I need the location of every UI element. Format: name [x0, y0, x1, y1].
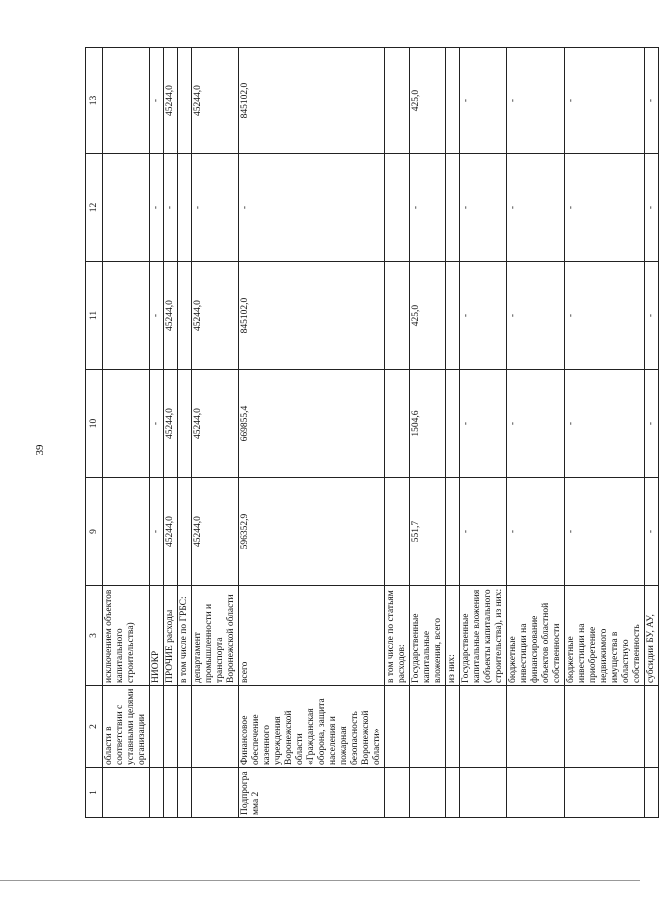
table-cell [385, 154, 410, 262]
column-header: 9 [86, 478, 103, 586]
table-cell [178, 478, 192, 586]
table-cell: - [645, 48, 659, 154]
table-cell [446, 768, 460, 818]
table-cell: - [507, 48, 565, 154]
table-cell [150, 768, 164, 818]
table-cell: исключением объектов капитального строительства) [103, 586, 150, 686]
table-cell: 45244,0 [164, 48, 178, 154]
table-row [164, 48, 178, 818]
table-cell: Государственные капитальные вложения (объекты капитального строительства), из них: [460, 586, 507, 686]
table-cell: из них: [446, 586, 460, 686]
table-cell [446, 478, 460, 586]
table-body [103, 48, 659, 818]
table-cell: - [410, 154, 446, 262]
column-header: 12 [86, 154, 103, 262]
table-cell: 425,0 [410, 48, 446, 154]
table-cell: 845102,0 [239, 48, 385, 154]
table-cell: - [565, 478, 645, 586]
table-cell: 45244,0 [164, 370, 178, 478]
table-cell [410, 768, 446, 818]
table-cell: 596352,9 [239, 478, 385, 586]
table-cell [385, 686, 410, 768]
table-cell: Государственные капитальные вложения, всего [410, 586, 446, 686]
table-frame [85, 48, 656, 818]
table-cell [446, 262, 460, 370]
table-cell [385, 768, 410, 818]
table-cell: - [460, 370, 507, 478]
table-cell: - [507, 154, 565, 262]
table-cell: бюджетные инвестиции на финансирование объектов областной собственности [507, 586, 565, 686]
table-cell: - [239, 154, 385, 262]
table-cell: в том числе по статьям расходов: [385, 586, 410, 686]
column-header: 2 [86, 686, 103, 768]
table-cell [150, 686, 164, 768]
table-cell [178, 48, 192, 154]
table-cell [507, 768, 565, 818]
table-cell: - [460, 478, 507, 586]
table-cell: Финансовое обеспечение казенного учреждения Воронежской области «Гражданская оборона, защита населения и пожарная безопасность Воронежской области» [239, 686, 385, 768]
table-row [645, 48, 659, 818]
table-cell [565, 686, 645, 768]
column-header: 11 [86, 262, 103, 370]
table-cell: 845102,0 [239, 262, 385, 370]
table-cell: - [150, 48, 164, 154]
table-row [446, 48, 460, 818]
table-cell [385, 478, 410, 586]
page-number: 39 [34, 444, 46, 456]
table-cell: субсидии БУ, АУ, [645, 586, 659, 686]
table-cell [385, 370, 410, 478]
table-cell [460, 686, 507, 768]
table-cell [103, 768, 150, 818]
table-cell: департамент промышленности и транспорта Воронежской области [192, 586, 239, 686]
table-cell [192, 686, 239, 768]
table-cell: - [565, 48, 645, 154]
table-cell: бюджетные инвестиции на приобретение недвижимого имущества в областную собственность [565, 586, 645, 686]
table-cell: - [150, 154, 164, 262]
table-cell [103, 48, 150, 154]
table-cell: - [645, 262, 659, 370]
table-cell: 1504,6 [410, 370, 446, 478]
table-row [239, 48, 385, 818]
table-cell: 45244,0 [192, 262, 239, 370]
table-cell: - [460, 154, 507, 262]
table-cell [507, 686, 565, 768]
table-cell: - [460, 48, 507, 154]
table-cell [565, 768, 645, 818]
table-cell: - [507, 262, 565, 370]
table-cell [103, 370, 150, 478]
table-cell: - [164, 154, 178, 262]
table-cell: - [645, 370, 659, 478]
table-header [86, 48, 103, 818]
table-cell: - [150, 262, 164, 370]
table-cell [103, 154, 150, 262]
table-cell [446, 48, 460, 154]
table-cell: области в соответствии с уставными целями организации [103, 686, 150, 768]
table-cell [385, 262, 410, 370]
table-cell: 551,7 [410, 478, 446, 586]
table-cell: - [565, 154, 645, 262]
table-cell [164, 686, 178, 768]
table-row [565, 48, 645, 818]
table-cell [446, 686, 460, 768]
table-cell [178, 154, 192, 262]
column-header: 1 [86, 768, 103, 818]
table-cell [192, 768, 239, 818]
table-cell [460, 768, 507, 818]
header-row [86, 48, 103, 818]
table-cell: 45244,0 [164, 262, 178, 370]
table-cell: ПРОЧИЕ расходы [164, 586, 178, 686]
table-cell: - [565, 370, 645, 478]
table-cell [103, 478, 150, 586]
rotated-table-container [85, 48, 656, 818]
table-cell [410, 686, 446, 768]
table-row [410, 48, 446, 818]
column-header: 3 [86, 586, 103, 686]
table-row [192, 48, 239, 818]
table-row [150, 48, 164, 818]
table-cell: 45244,0 [192, 370, 239, 478]
table-cell [178, 262, 192, 370]
table-cell [446, 154, 460, 262]
table-row [178, 48, 192, 818]
table-cell [103, 262, 150, 370]
column-header: 13 [86, 48, 103, 154]
table-cell: НИОКР [150, 586, 164, 686]
table-cell: 45244,0 [192, 48, 239, 154]
table-cell: - [192, 154, 239, 262]
table-cell: - [460, 262, 507, 370]
table-row [385, 48, 410, 818]
table-cell [178, 768, 192, 818]
table-cell [645, 686, 659, 768]
table-cell: - [507, 370, 565, 478]
table-cell: в том числе по ГРБС: [178, 586, 192, 686]
table-cell: 45244,0 [164, 478, 178, 586]
table-cell: 45244,0 [192, 478, 239, 586]
table-row [507, 48, 565, 818]
table-row [103, 48, 150, 818]
table-cell: всего [239, 586, 385, 686]
table-cell: Подпрограмма 2 [239, 768, 385, 818]
table-cell [385, 48, 410, 154]
table-cell: 669855,4 [239, 370, 385, 478]
table-cell: - [150, 370, 164, 478]
table-cell [178, 370, 192, 478]
table-row [460, 48, 507, 818]
table-cell [178, 686, 192, 768]
table-cell: - [150, 478, 164, 586]
table-cell [645, 768, 659, 818]
budget-table [85, 47, 659, 818]
table-cell: - [507, 478, 565, 586]
page-bottom-rule [0, 880, 640, 881]
table-cell [164, 768, 178, 818]
table-cell [446, 370, 460, 478]
table-cell: - [645, 478, 659, 586]
table-cell: 425,0 [410, 262, 446, 370]
table-cell: - [565, 262, 645, 370]
column-header: 10 [86, 370, 103, 478]
table-cell: - [645, 154, 659, 262]
